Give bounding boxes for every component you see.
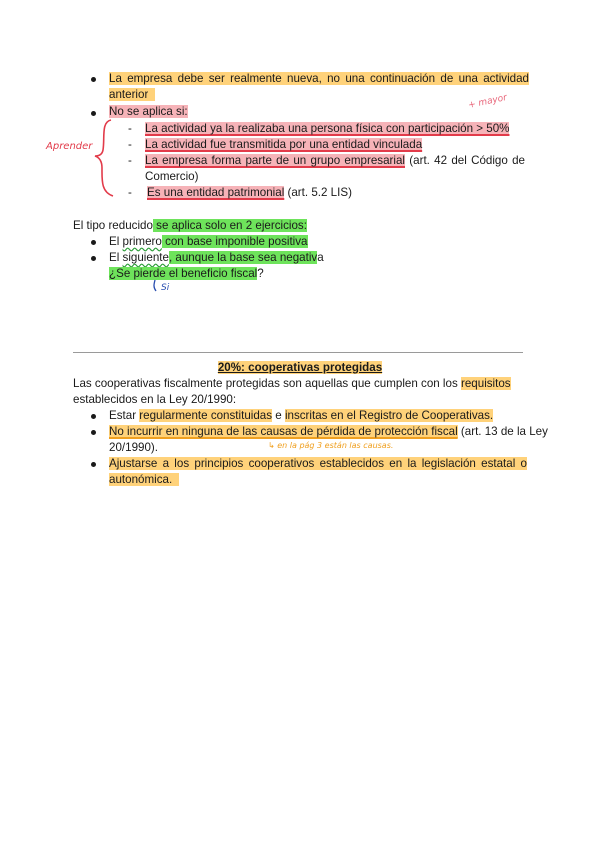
subitem-business-group: La empresa forma parte de un grupo empresarial (art. 42 del Código de <box>145 154 525 167</box>
section-divider <box>73 352 523 353</box>
red-brace-annotation <box>93 118 115 198</box>
dash-marker: - <box>128 186 132 199</box>
bullet-new-company-line1: La empresa debe ser realmente nueva, no una continuación de una actividad <box>109 72 529 85</box>
first-year-item: El primero con base imponible positiva <box>109 235 308 248</box>
req-cooperative-principles-line1: Ajustarse a los principios cooperativos establecidos en la legislación estatal o <box>109 457 527 470</box>
bullet-dot <box>91 240 96 245</box>
dash-marker: - <box>128 122 132 135</box>
cooperatives-heading: 20%: cooperativas protegidas <box>217 361 383 374</box>
bullet-dot <box>91 462 96 467</box>
reduced-rate-intro: El tipo reducido se aplica solo en 2 ejercicios: <box>73 219 307 232</box>
subitem-linked-entity: La actividad fue transmitida por una entidad vinculada <box>145 138 423 151</box>
handwritten-si-note: Si <box>161 283 170 293</box>
handwritten-causes-note: ↳ en la pág 3 están las causas. <box>268 441 394 450</box>
bullet-new-company-line2: anterior <box>109 87 155 103</box>
dash-marker: - <box>128 138 132 151</box>
req-registered: Estar regularmente constituidas e inscritas en el Registro de Cooperativas. <box>109 409 494 422</box>
cooperatives-intro-line1: Las cooperativas fiscalmente protegidas son aquellas que cumplen con los requisitos <box>73 377 511 390</box>
bullet-dot <box>91 414 96 419</box>
bullet-not-applied: No se aplica si: <box>109 105 188 118</box>
subitem-person-participation: La actividad ya la realizaba una persona física con participación > 50% <box>145 122 510 135</box>
req-no-loss-causes-line2: 20/1990). <box>109 441 158 454</box>
req-no-loss-causes: No incurrir en ninguna de las causas de pérdida de protección fiscal (art. 13 de la Ley <box>109 425 548 438</box>
req-cooperative-principles-line2: autonómica. <box>109 472 179 488</box>
handwritten-aprender-note: Aprender <box>46 141 93 152</box>
bullet-dot <box>91 430 96 435</box>
subitem-patrimonial-entity: Es una entidad patrimonial (art. 5.2 LIS) <box>147 186 352 199</box>
dash-marker: - <box>128 154 132 167</box>
handwritten-mayor-note: + mayor <box>467 93 508 111</box>
cooperatives-intro-line2: establecidos en la Ley 20/1990: <box>73 393 237 406</box>
benefit-question: ¿Se pierde el beneficio fiscal? <box>109 267 264 280</box>
bullet-dot <box>91 256 96 261</box>
subitem-business-group-line2: Comercio) <box>145 170 199 183</box>
second-year-item: El siguiente, aunque la base sea negativa <box>109 251 324 264</box>
bullet-dot <box>91 111 96 116</box>
blue-arrow-annotation <box>150 279 160 293</box>
bullet-dot <box>91 77 96 82</box>
